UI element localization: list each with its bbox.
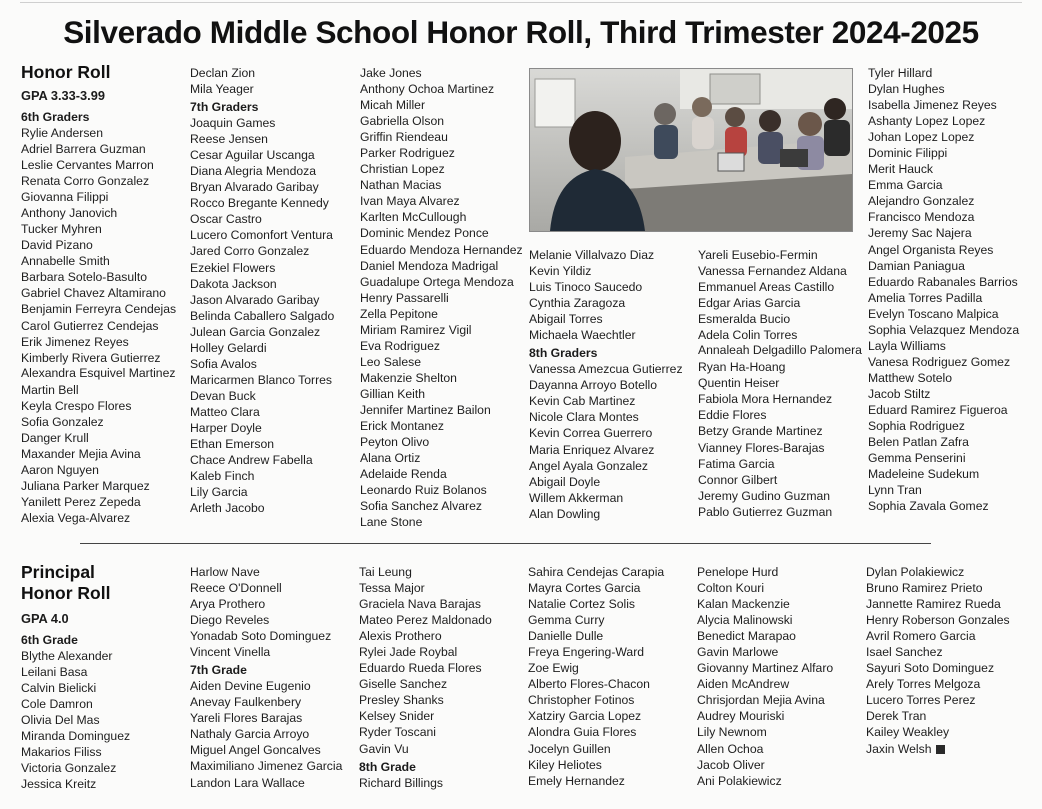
student-name: Sofia Avalos [190, 356, 257, 371]
student-name: Gavin Vu [359, 741, 409, 756]
eighth-grade-label: 8th Grade [359, 759, 416, 774]
student-name: Penelope Hurd [697, 565, 779, 579]
student-name: Edgar Arias Garcia [698, 296, 801, 311]
principal-col-1 [21, 562, 189, 792]
student-name: Sophia Rodriguez [868, 419, 965, 434]
student-name: Lily Garcia [190, 485, 248, 500]
student-name: Jocelyn Guillen [528, 741, 611, 756]
student-name: Anevay Faulkenbery [190, 695, 302, 710]
student-name: Avril Romero Garcia [866, 629, 976, 644]
student-name: Giselle Sanchez [359, 677, 448, 692]
student-name: Kiley Heliotes [528, 757, 602, 772]
student-name: Ryder Toscani [359, 725, 436, 740]
student-name: Renata Corro Gonzalez [21, 174, 150, 189]
student-name: Leonardo Ruiz Bolanos [360, 483, 487, 498]
student-name: Maxander Mejia Avina [21, 446, 141, 461]
student-name: Henry Passarelli [360, 290, 449, 305]
student-name: Eduardo Rueda Flores [359, 661, 482, 676]
student-name: Martin Bell [21, 382, 79, 397]
student-name: Melanie Villalvazo Diaz [529, 248, 655, 262]
student-name: Maricarmen Blanco Torres [190, 372, 333, 387]
honor-col-3 [360, 65, 528, 530]
section-divider [80, 543, 931, 544]
student-name: Presley Shanks [359, 693, 444, 708]
student-name: Emely Hernandez [528, 773, 625, 788]
student-name: Rylie Andersen [21, 126, 103, 140]
student-name: Joaquin Games [190, 116, 276, 131]
student-name: Dakota Jackson [190, 276, 277, 291]
student-name: Devan Buck [190, 388, 256, 403]
student-name: Mayra Cortes Garcia [528, 581, 641, 596]
student-name: Arleth Jacobo [190, 501, 265, 516]
student-name: Lucero Torres Perez [866, 693, 976, 708]
seventh-graders-label: 7th Graders [190, 100, 259, 115]
student-name: Luis Tinoco Saucedo [529, 280, 643, 295]
student-name: Eduardo Mendoza Hernandez [360, 242, 523, 257]
student-name: Jeremy Gudino Guzman [698, 488, 831, 503]
student-name: Miranda Dominguez [21, 729, 131, 744]
student-name: Gillian Keith [360, 386, 426, 401]
principal-heading-line1: Principal [21, 562, 95, 582]
student-name: Dylan Polakiewicz [866, 565, 965, 579]
student-name: Annaleah Delgadillo Palomera [698, 343, 862, 358]
student-name: Yareli Flores Barajas [190, 711, 303, 726]
student-name: Matteo Clara [190, 404, 260, 419]
honor-roll-gpa: GPA 3.33-3.99 [21, 88, 105, 103]
student-name: Blythe Alexander [21, 649, 113, 663]
student-name: Micah Miller [360, 98, 426, 113]
student-name: Kaleb Finch [190, 469, 255, 484]
student-name: Yonadab Soto Dominguez [190, 629, 332, 644]
student-name: Alycia Malinowski [697, 613, 793, 628]
student-name: Lynn Tran [868, 483, 922, 498]
student-name: Jason Alvarado Garibay [190, 292, 320, 307]
student-name: Miriam Ramirez Vigil [360, 322, 472, 337]
student-name: Landon Lara Wallace [190, 775, 305, 790]
student-name: Alondra Guia Flores [528, 725, 637, 740]
page-title: Silverado Middle School Honor Roll, Third Trimester 2024-2025 [63, 14, 979, 50]
student-name: Quentin Heiser [698, 376, 780, 391]
student-name: Chace Andrew Fabella [190, 453, 313, 468]
student-name: Arya Prothero [190, 597, 266, 612]
student-name: Fabiola Mora Hernandez [698, 392, 833, 407]
student-name: Kevin Correa Guerrero [529, 426, 653, 441]
student-name: Ethan Emerson [190, 437, 275, 452]
student-name: Diego Reveles [190, 613, 270, 628]
student-name: Esmeralda Bucio [698, 312, 791, 327]
student-name: Eduardo Rabanales Barrios [868, 274, 1018, 289]
student-name: Giovanna Filippi [21, 190, 109, 205]
student-name: Reese Jensen [190, 132, 268, 147]
student-name: Barbara Sotelo-Basulto [21, 270, 148, 285]
honor-roll-heading: Honor Roll [21, 62, 111, 82]
student-name: Christopher Fotinos [528, 693, 635, 708]
student-name: Belinda Caballero Salgado [190, 308, 335, 323]
principal-col-5 [697, 564, 865, 789]
student-name: Kevin Cab Martinez [529, 394, 636, 409]
student-name: Abigail Doyle [529, 474, 601, 489]
top-rule [20, 2, 1022, 3]
student-name: Tai Leung [359, 565, 412, 579]
student-name: Sophia Velazquez Mendoza [868, 322, 1020, 337]
student-name: Eduard Ramirez Figueroa [868, 402, 1008, 417]
seventh-grade-label: 7th Grade [190, 663, 247, 678]
student-name: Gavin Marlowe [697, 645, 779, 660]
student-name: Zoe Ewig [528, 661, 579, 676]
student-name: Damian Paniagua [868, 258, 965, 273]
sixth-grade-label: 6th Grade [21, 633, 78, 647]
principal-col-6 [866, 564, 1034, 757]
student-name: Griffin Riendeau [360, 130, 448, 145]
student-name: Mateo Perez Maldonado [359, 613, 492, 628]
student-name: Sophia Zavala Gomez [868, 499, 989, 514]
student-name: Jeremy Sac Najera [868, 226, 972, 241]
student-name: Carol Gutierrez Cendejas [21, 318, 159, 333]
student-name: Harlow Nave [190, 565, 260, 579]
student-name: Vanessa Amezcua Gutierrez [529, 362, 683, 377]
eighth-graders-label: 8th Graders [529, 346, 598, 361]
student-name: Kalan Mackenzie [697, 597, 790, 612]
student-name: Harper Doyle [190, 420, 262, 435]
student-name: Jaxin Welsh [866, 741, 1034, 757]
student-name: Chrisjordan Mejia Avina [697, 693, 825, 708]
student-name: Lucero Comonfort Ventura [190, 228, 333, 243]
student-name: Jennifer Martinez Bailon [360, 402, 491, 417]
student-name: Maria Enriquez Alvarez [529, 442, 655, 457]
student-name: Julean Garcia Gonzalez [190, 324, 321, 339]
student-name: Declan Zion [190, 66, 256, 80]
student-name: Dominic Mendez Ponce [360, 226, 489, 241]
student-name: Aaron Nguyen [21, 462, 99, 477]
student-name: Layla Williams [868, 338, 946, 353]
student-name: Bryan Alvarado Garibay [190, 180, 319, 195]
student-name: Mila Yeager [190, 82, 254, 97]
student-name: Sahira Cendejas Carapia [528, 565, 665, 579]
honor-col-4 [529, 247, 697, 522]
student-name: Juliana Parker Marquez [21, 478, 150, 493]
student-name: Nathan Macias [360, 178, 442, 193]
student-name: Fatima Garcia [698, 456, 775, 471]
student-name: Isael Sanchez [866, 645, 943, 660]
student-name: Cynthia Zaragoza [529, 296, 626, 311]
student-name: Alexia Vega-Alvarez [21, 511, 131, 526]
honor-col-6 [868, 65, 1036, 514]
student-name: Sofia Sanchez Alvarez [360, 499, 482, 514]
student-name: Vincent Vinella [190, 645, 271, 660]
student-name: Johan Lopez Lopez [868, 130, 975, 145]
student-name: Guadalupe Ortega Mendoza [360, 274, 514, 289]
student-name: Nathaly Garcia Arroyo [190, 727, 310, 742]
student-name: Alana Ortiz [360, 451, 421, 466]
student-name: Emmanuel Areas Castillo [698, 280, 835, 295]
student-name: Emma Garcia [868, 178, 943, 193]
classroom-photo-illustration [530, 69, 852, 231]
student-name: Sofia Gonzalez [21, 414, 104, 429]
student-name: Arely Torres Melgoza [866, 677, 981, 692]
student-name: Abigail Torres [529, 312, 603, 327]
student-name: Madeleine Sudekum [868, 467, 980, 482]
student-name: Pablo Gutierrez Guzman [698, 504, 833, 519]
student-name: Erick Montanez [360, 419, 444, 434]
student-name: Ani Polakiewicz [697, 773, 782, 788]
student-name: Dayanna Arroyo Botello [529, 378, 658, 393]
student-name: Francisco Mendoza [868, 210, 975, 225]
student-name: Nicole Clara Montes [529, 410, 639, 425]
student-name: Belen Patlan Zafra [868, 435, 969, 450]
student-name: Holley Gelardi [190, 340, 267, 355]
student-name: Betzy Grande Martinez [698, 424, 823, 439]
student-name: Alan Dowling [529, 506, 601, 521]
student-name: Jared Corro Gonzalez [190, 244, 310, 259]
principal-col-2 [190, 564, 358, 791]
student-name: Graciela Nava Barajas [359, 597, 481, 612]
student-name: Alexis Prothero [359, 629, 442, 644]
student-name: Gemma Curry [528, 613, 605, 628]
student-name: Anthony Ochoa Martinez [360, 82, 495, 97]
student-name: Leilani Basa [21, 665, 88, 680]
student-name: Rocco Bregante Kennedy [190, 196, 329, 211]
honor-col-5 [698, 247, 866, 520]
student-name: Xatziry Garcia Lopez [528, 709, 642, 724]
student-name: Erik Jimenez Reyes [21, 334, 129, 349]
student-name: Gemma Penserini [868, 451, 966, 466]
student-name: Jacob Oliver [697, 757, 765, 772]
student-name: Tyler Hillard [868, 66, 933, 80]
student-name: Victoria Gonzalez [21, 761, 117, 776]
student-name: Matthew Sotelo [868, 370, 953, 385]
student-name: Gabriel Chavez Altamirano [21, 286, 166, 301]
student-name: Richard Billings [359, 775, 443, 790]
student-name: Ryan Ha-Hoang [698, 360, 786, 375]
student-name: Zella Pepitone [360, 306, 438, 321]
student-name: Parker Rodriguez [360, 146, 455, 161]
student-name: Oscar Castro [190, 212, 262, 227]
student-name: Alberto Flores-Chacon [528, 677, 650, 692]
student-name: Danielle Dulle [528, 629, 604, 644]
student-name: Tucker Myhren [21, 222, 102, 237]
student-name: Jessica Kreitz [21, 777, 97, 792]
student-name: Audrey Mouriski [697, 709, 785, 724]
student-name: Freya Engering-Ward [528, 645, 645, 660]
student-name: Rylei Jade Roybal [359, 645, 458, 660]
student-name: Adela Colin Torres [698, 328, 798, 343]
student-name: Kailey Weakley [866, 725, 950, 740]
student-name: Tessa Major [359, 581, 425, 596]
student-name: Gabriella Olson [360, 114, 444, 129]
student-name: Annabelle Smith [21, 254, 110, 269]
student-name: David Pizano [21, 238, 93, 253]
student-name: Olivia Del Mas [21, 713, 100, 728]
student-name: Makarios Filiss [21, 745, 102, 760]
student-name: Karlten McCullough [360, 210, 467, 225]
student-name: Vianney Flores-Barajas [698, 440, 825, 455]
student-name: Evelyn Toscano Malpica [868, 306, 999, 321]
student-name: Miguel Angel Goncalves [190, 743, 321, 758]
student-name: Angel Organista Reyes [868, 242, 994, 257]
student-name: Henry Roberson Gonzales [866, 613, 1010, 628]
student-name: Eddie Flores [698, 408, 767, 423]
student-name: Eva Rodriguez [360, 338, 440, 353]
student-name: Derek Tran [866, 709, 927, 724]
student-name: Yanilett Perez Zepeda [21, 494, 141, 509]
student-name: Jake Jones [360, 66, 422, 80]
student-name: Amelia Torres Padilla [868, 290, 983, 305]
student-name: Vanessa Fernandez Aldana [698, 264, 847, 279]
student-name: Benedict Marapao [697, 629, 796, 644]
student-name: Kevin Yildiz [529, 264, 592, 279]
student-name: Cesar Aguilar Uscanga [190, 148, 315, 163]
student-name: Calvin Bielicki [21, 681, 97, 696]
student-name: Aiden Devine Eugenio [190, 679, 311, 694]
student-name: Allen Ochoa [697, 741, 764, 756]
student-name: Dominic Filippi [868, 146, 948, 161]
student-name: Jacob Stiltz [868, 386, 931, 401]
student-name: Danger Krull [21, 430, 89, 445]
student-name: Isabella Jimenez Reyes [868, 98, 997, 113]
student-name: Vanesa Rodriguez Gomez [868, 354, 1011, 369]
principal-gpa: GPA 4.0 [21, 611, 69, 626]
student-name: Makenzie Shelton [360, 370, 457, 385]
student-name: Adelaide Renda [360, 467, 447, 482]
student-name: Cole Damron [21, 697, 93, 712]
principal-col-3 [359, 564, 527, 791]
student-name: Adriel Barrera Guzman [21, 142, 146, 157]
student-name: Reece O'Donnell [190, 581, 282, 596]
student-name: Leo Salese [360, 354, 421, 369]
student-name: Benjamin Ferreyra Cendejas [21, 301, 177, 316]
student-name: Maximiliano Jimenez Garcia [190, 758, 343, 773]
student-name: Kimberly Rivera Gutierrez [21, 350, 161, 365]
honor-col-1 [21, 62, 189, 526]
student-name: Yareli Eusebio-Fermin [698, 248, 818, 262]
student-name: Natalie Cortez Solis [528, 597, 636, 612]
student-name: Ashanty Lopez Lopez [868, 114, 986, 129]
student-name: Dylan Hughes [868, 82, 945, 97]
student-name: Aiden McAndrew [697, 677, 790, 692]
student-name: Leslie Cervantes Marron [21, 158, 154, 173]
student-name: Connor Gilbert [698, 472, 778, 487]
student-name: Keyla Crespo Flores [21, 398, 132, 413]
classroom-photo [529, 68, 853, 232]
sixth-graders-label: 6th Graders [21, 110, 90, 124]
student-name: Ezekiel Flowers [190, 260, 276, 275]
student-name: Giovanny Martinez Alfaro [697, 661, 834, 676]
student-name: Kelsey Snider [359, 709, 435, 724]
student-name: Christian Lopez [360, 162, 445, 177]
student-name: Alejandro Gonzalez [868, 194, 975, 209]
end-mark-icon [936, 745, 945, 754]
student-name: Lane Stone [360, 515, 423, 530]
student-name: Ivan Maya Alvarez [360, 194, 460, 209]
student-name: Peyton Olivo [360, 435, 430, 450]
student-name: Willem Akkerman [529, 490, 624, 505]
student-name: Daniel Mendoza Madrigal [360, 258, 499, 273]
student-name: Merit Hauck [868, 162, 934, 177]
student-name: Alexandra Esquivel Martinez [21, 365, 176, 380]
student-name: Michaela Waechtler [529, 328, 636, 343]
principal-heading-line2: Honor Roll [21, 583, 111, 603]
student-name: Colton Kouri [697, 581, 765, 596]
student-name: Diana Alegria Mendoza [190, 164, 317, 179]
student-name: Sayuri Soto Dominguez [866, 661, 995, 676]
honor-col-2 [190, 65, 358, 516]
student-name: Anthony Janovich [21, 206, 118, 221]
student-name: Angel Ayala Gonzalez [529, 458, 649, 473]
student-name: Jannette Ramirez Rueda [866, 597, 1001, 612]
student-name: Lily Newnom [697, 725, 767, 740]
student-name: Bruno Ramirez Prieto [866, 581, 983, 596]
principal-col-4 [528, 564, 696, 789]
